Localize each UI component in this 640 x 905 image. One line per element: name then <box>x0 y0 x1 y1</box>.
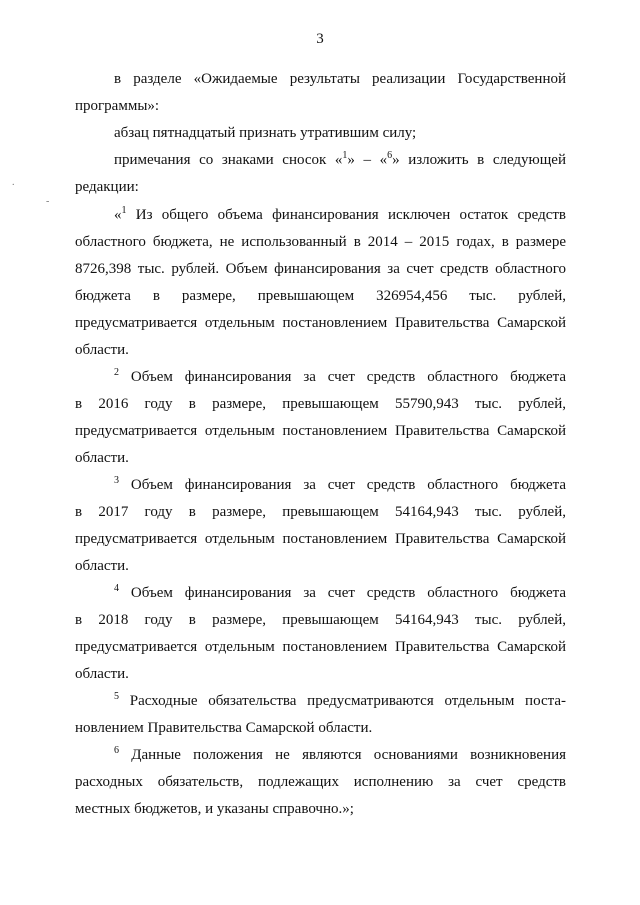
footnote-5-line: новлением Правительства Самарской области. <box>75 720 373 736</box>
footnote-marker: 2 <box>114 367 119 378</box>
footnote-marker: 1 <box>121 205 127 216</box>
footnote-1-line: «$^1$ Из общего объема финансирования исключен остаток средств <box>114 205 566 223</box>
footnote-2-line: области. <box>75 450 129 466</box>
footnote-1-line: областного бюджета, не использованный в 2014 – 2015 годах, в размере <box>75 234 566 250</box>
text-line: абзац пятнадцатый признать утратившим силу; <box>114 125 417 141</box>
footnote-marker: 4 <box>114 583 119 594</box>
scan-mark: . <box>12 177 15 188</box>
footnote-marker: 3 <box>114 475 119 486</box>
footnote-4-line: предусматривается отдельным постановлением Правительства Самарской <box>75 639 566 655</box>
footnote-marker: 5 <box>114 691 119 702</box>
text-line: в разделе «Ожидаемые результаты реализации Государственной <box>114 71 566 87</box>
footnote-4-line: в 2018 году в размере, превышающем 54164,943 тыс. рублей, <box>75 612 566 628</box>
footnote-3-line: в 2017 году в размере, превышающем 54164,943 тыс. рублей, <box>75 504 566 520</box>
footnote-1-line: области. <box>75 342 129 358</box>
footnote-3-line: области. <box>75 558 129 574</box>
page-number: 3 <box>316 31 324 47</box>
text-line: программы»: <box>75 98 160 114</box>
footnote-4-line: $^4$ Объем финансирования за счет средств областного бюджета <box>114 583 566 601</box>
footnote-4-line: области. <box>75 666 129 682</box>
text-line: примечания со знаками сносок «$^1$» – «$^6$» изложить в следующей <box>114 150 566 168</box>
footnote-marker: 1 <box>342 150 348 161</box>
footnote-3-line: $^3$ Объем финансирования за счет средств областного бюджета <box>114 475 566 493</box>
footnote-1-line: предусматривается отдельным постановлением Правительства Самарской <box>75 315 566 331</box>
footnote-marker: 6 <box>387 150 393 161</box>
footnote-6-line: местных бюджетов, и указаны справочно.»; <box>75 801 354 817</box>
footnote-3-line: предусматривается отдельным постановлением Правительства Самарской <box>75 531 566 547</box>
footnote-5-line: $^5$ Расходные обязательства предусматриваются отдельным поста- <box>114 691 566 709</box>
footnote-1-line: бюджета в размере, превышающем 326954,456 тыс. рублей, <box>75 288 566 304</box>
footnote-6-line: расходных обязательств, подлежащих исполнению за счет средств <box>75 774 566 790</box>
scan-mark: - <box>46 196 50 207</box>
text-line: редакции: <box>75 179 139 195</box>
footnote-1-line: 8726,398 тыс. рублей. Объем финансирования за счет средств областного <box>75 261 566 277</box>
footnote-2-line: $^2$ Объем финансирования за счет средств областного бюджета <box>114 367 566 385</box>
footnote-6-line: $^6$ Данные положения не являются основаниями возникновения <box>114 745 566 763</box>
footnote-2-line: предусматривается отдельным постановлением Правительства Самарской <box>75 423 566 439</box>
footnote-marker: 6 <box>114 745 119 756</box>
footnote-2-line: в 2016 году в размере, превышающем 55790,943 тыс. рублей, <box>75 396 566 412</box>
